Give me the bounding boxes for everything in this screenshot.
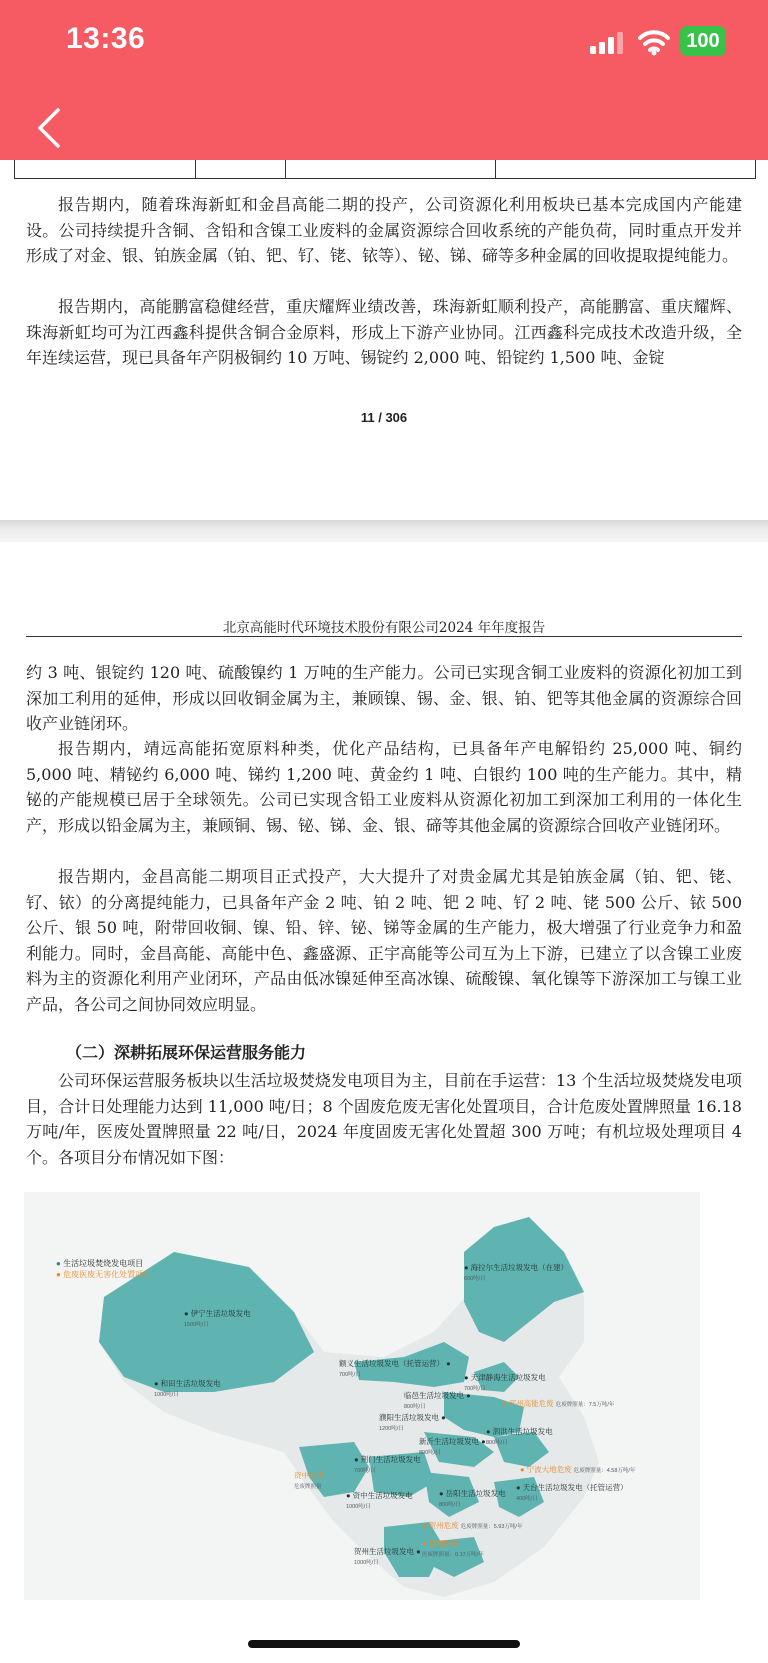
paragraph: 报告期内，随着珠海新虹和金昌高能二期的投产，公司资源化利用板块已基本完成国内产能建设。公司持续提升含铜、含铅和含镍工业废料的金属资源综合回收系统的产能负荷，同时重点开发并形成了对金、银、铂族金属（铂、钯、钌、铑、铱等）、铋、锑、碲等多种金属的回收提取提纯能力。 <box>26 195 742 265</box>
wifi-icon <box>638 28 670 56</box>
china-map-shape <box>24 1192 700 1600</box>
map-label: ● 岳阳生活垃圾发电 800吨/日 <box>439 1489 506 1508</box>
home-indicator[interactable] <box>248 1640 520 1648</box>
map-label: ● 泗洪生活垃圾发电 800吨/日 <box>486 1427 553 1446</box>
map-label-hazardous: ● 贺州医废 医废牌照量：0.17万吨/年 <box>422 1539 484 1558</box>
map-label: ● 伊宁生活垃圾发电 1500吨/日 <box>184 1309 251 1328</box>
page-gap <box>0 520 768 542</box>
battery-indicator: 100 <box>680 26 726 56</box>
map-label: ● 资中生活垃圾发电 1000吨/日 <box>346 1491 413 1510</box>
map-label: 贺州生活垃圾发电 ● 1000吨/日 <box>354 1547 421 1566</box>
map-label: ● 荆门生活垃圾发电 700吨/日 <box>354 1455 421 1474</box>
top-bar <box>0 0 768 172</box>
project-distribution-map <box>24 1192 700 1600</box>
table-fragment <box>14 160 756 179</box>
map-label: 新沂生活垃圾发电 ● 800吨/日 <box>419 1437 486 1456</box>
status-time: 13:36 <box>66 22 146 55</box>
paragraph: 报告期内，靖远高能拓宽原料种类，优化产品结构，已具备年产电解铅约 25,000 吨、铜约 5,000 吨、精铋约 6,000 吨、锑约 1,200 吨、黄金约 1 吨、白银约 100 吨的生产能力。其中，精铋的产能规模已居于全球领先。公司已实现含铅工业废料从资源化初加工到深加工利用的一体化生产，形成以铅金属为主，兼顾铜、锡、铋、锑、金、银、碲等其他金属的资源综合回收产业链闭环。 <box>26 739 742 835</box>
section-heading: （二）深耕拓展环保运营服务能力 <box>66 1043 307 1062</box>
map-label-hazardous: ● 贺州危废 危废牌照量：5.93万吨/年 <box>422 1521 523 1530</box>
map-label: ● 和田生活垃圾发电 1000吨/日 <box>154 1379 221 1398</box>
map-label: ● 海拉尔生活垃圾发电（在建） 600吨/日 <box>464 1263 569 1282</box>
legend-item: 生活垃圾焚烧发电项目 <box>63 1259 144 1268</box>
map-label-hazardous: ● 宁波大地危废 危废牌照量：4.58万吨/年 <box>520 1465 636 1474</box>
map-legend: ● 生活垃圾焚烧发电项目 ● 危废医废无害化处置项目 <box>56 1259 152 1279</box>
map-label: 临邑生活垃圾发电 ● 800吨/日 <box>404 1391 471 1410</box>
paragraph: 约 3 吨、银锭约 120 吨、硫酸镍约 1 万吨的生产能力。公司已实现含铜工业废料的资源化初加工到深加工利用的延伸，形成以回收铜金属为主，兼顾镍、锡、金、银、铂、钯等其他金属的资源综合回收产业链闭环。 <box>26 663 742 733</box>
cellular-signal-icon <box>590 32 626 54</box>
map-label: 额义生活垃圾发电（托管运营） ● 700吨/日 <box>339 1359 451 1378</box>
header-divider <box>26 636 742 637</box>
map-label-hazardous: 资中危废 危废牌照量 <box>294 1471 324 1490</box>
legend-item: 危废医废无害化处置项目 <box>63 1270 152 1279</box>
map-label: ● 天津静海生活垃圾发电 700吨/日 <box>464 1373 546 1392</box>
page-number: 11 / 306 <box>360 410 408 425</box>
paragraph: 报告期内，金昌高能二期项目正式投产，大大提升了对贵金属尤其是铂族金属（铂、钯、铑、钌、铱）的分离提纯能力，已具备年产金 2 吨、铂 2 吨、钯 2 吨、钌 2 吨、铑 500 公斤、铱 500 公斤、银 50 吨，附带回收铜、镍、铅、锌、铋、锑等金属的生产能力，极大增强了行业竞争力和盈利能力。同时，金昌高能、高能中色、鑫盛源、正宇高能等公司互为上下游，已建立了以含镍工业废料为主的资源化利用产业闭环，产品由低冰镍延伸至高冰镍、硫酸镍、氧化镍等下游深加工与镍工业产品，各公司之间协同效应明显。 <box>26 867 742 1014</box>
map-label: ● 天台生活垃圾发电（托管运营） 400吨/日 <box>516 1483 628 1502</box>
back-chevron-icon[interactable] <box>30 104 70 152</box>
paragraph: 公司环保运营服务板块以生活垃圾焚烧发电项目为主，目前在手运营：13 个生活垃圾焚烧发电项目，合计日处理能力达到 11,000 吨/日；8 个固废危废无害化处置项目，合计危废处置牌照量 16.18 万吨/年，医废处置牌照量 22 吨/日，2024 年度固废无害化处置超 300 万吨；有机垃圾处理项目 4 个。各项目分布情况如下图： <box>26 1071 742 1167</box>
map-label: 濮阳生活垃圾发电 ● 1200吨/日 <box>379 1413 446 1432</box>
paragraph: 报告期内，高能鹏富稳健经营，重庆耀辉业绩改善，珠海新虹顺利投产，高能鹏富、重庆耀辉、珠海新虹均可为江西鑫科提供含铜合金原料，形成上下游产业协同。江西鑫科完成技术改造升级，全年连续运营，现已具备年产阴极铜约 10 万吨、锡锭约 2,000 吨、铅锭约 1,500 吨、金锭 <box>26 297 742 367</box>
map-label-hazardous: ● 邳州高能危废 危废牌照量：7.5万吨/年 <box>502 1399 615 1408</box>
report-header: 北京高能时代环境技术股份有限公司2024 年年度报告 <box>222 620 546 636</box>
